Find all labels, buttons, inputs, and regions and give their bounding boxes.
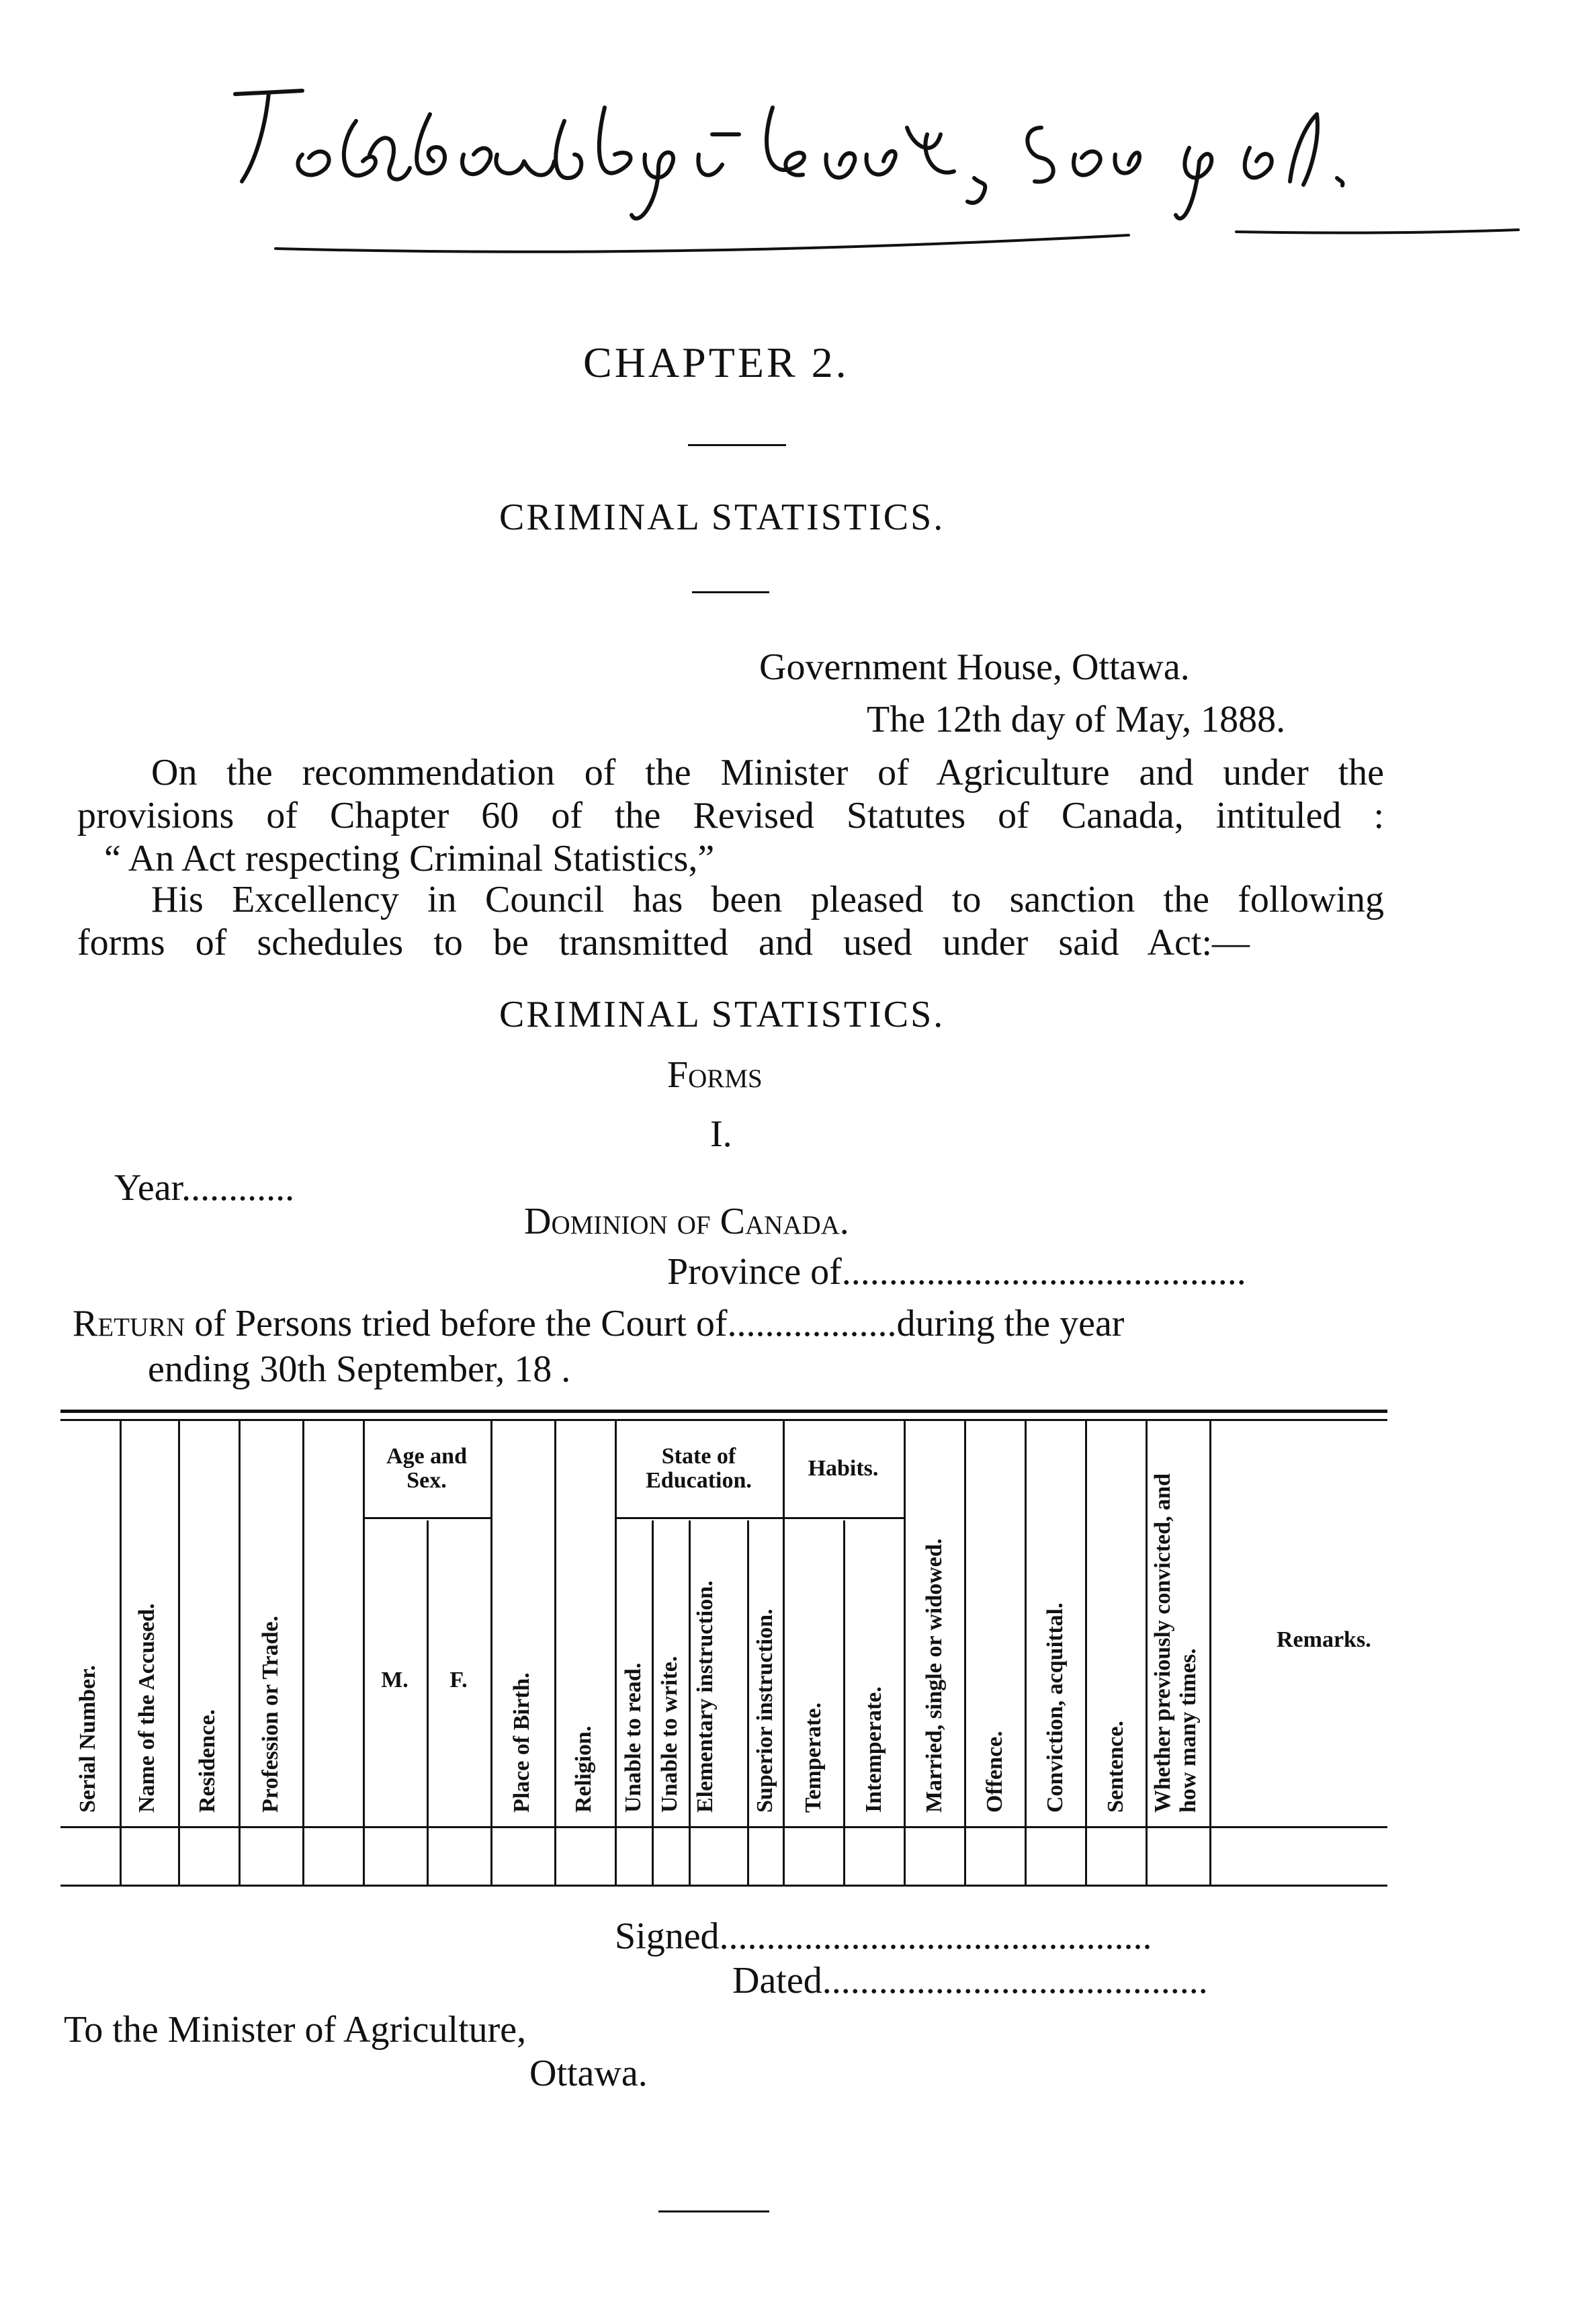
- col-offence: Offence.: [982, 1731, 1007, 1813]
- return-schedule-table: [60, 1410, 1387, 1900]
- paragraph-line: “ An Act respecting Criminal Statistics,”: [104, 838, 715, 879]
- col-elementary-instruction-label: Elementary instruction.: [693, 1580, 718, 1813]
- col-profession: Profession or Trade.: [258, 1615, 283, 1813]
- column-divider: [178, 1421, 180, 1885]
- col-superior-instruction: Superior instruction.: [752, 1608, 777, 1813]
- header-bottom-rule: [60, 1826, 1387, 1828]
- col-female: F.: [449, 1668, 468, 1692]
- column-divider: [615, 1421, 617, 1885]
- table-top-rule: [60, 1410, 1387, 1413]
- chapter-heading: CHAPTER 2.: [583, 339, 849, 386]
- col-elementary-instruction: [693, 1531, 718, 1813]
- column-divider: [783, 1421, 785, 1885]
- column-divider: [964, 1421, 966, 1885]
- column-divider: [689, 1520, 691, 1885]
- column-divider: [843, 1520, 845, 1885]
- group-underline: [615, 1517, 783, 1519]
- signed-field: Signed..............................................: [615, 1916, 1152, 1957]
- forms-label: Forms: [667, 1054, 763, 1096]
- column-divider: [490, 1421, 492, 1885]
- form-number: I.: [710, 1113, 732, 1155]
- column-divider: [363, 1421, 365, 1885]
- col-marital-status: Married, single or widowed.: [922, 1538, 947, 1813]
- column-divider: [554, 1421, 556, 1885]
- col-previous-convictions: [1150, 1430, 1201, 1813]
- col-residence: Residence.: [195, 1709, 220, 1813]
- order-paragraph-2: [77, 878, 1384, 964]
- col-conviction-acquittal: Conviction, acquittal.: [1043, 1602, 1068, 1813]
- return-text: of Persons tried before the Court of..................during the year: [194, 1303, 1125, 1344]
- group-underline: [783, 1517, 904, 1519]
- column-divider: [120, 1421, 122, 1885]
- order-date: The 12th day of May, 1888.: [867, 699, 1286, 740]
- col-intemperate: Intemperate.: [861, 1686, 886, 1813]
- addressee-line-2: Ottawa.: [529, 2053, 648, 2094]
- col-unable-to-write: Unable to write.: [657, 1655, 682, 1813]
- column-divider: [1209, 1421, 1211, 1885]
- col-male: M.: [381, 1668, 408, 1692]
- col-remarks: Remarks.: [1277, 1627, 1371, 1652]
- column-divider: [427, 1520, 429, 1885]
- group-header-education: State of Education.: [646, 1444, 752, 1493]
- group-underline: [363, 1517, 490, 1519]
- table-top-rule: [60, 1419, 1387, 1421]
- paragraph-line: provisions of Chapter 60 of the Revised Statutes of Canada, intituled :: [77, 795, 1384, 836]
- column-divider: [1085, 1421, 1087, 1885]
- forms-heading: CRIMINAL STATISTICS.: [499, 994, 945, 1035]
- column-divider: [1146, 1421, 1148, 1885]
- province-field: Province of...........................................: [667, 1251, 1246, 1293]
- group-header-habits: Habits.: [808, 1456, 879, 1481]
- col-religion: Religion.: [571, 1725, 596, 1813]
- column-divider: [652, 1520, 654, 1885]
- column-divider: [747, 1520, 749, 1885]
- order-paragraph-1: [77, 751, 1384, 880]
- col-temperate: Temperate.: [801, 1703, 826, 1813]
- handwritten-annotation: [202, 54, 1559, 282]
- divider: [688, 444, 786, 446]
- col-serial-number: Serial Number.: [75, 1665, 100, 1813]
- divider: [692, 591, 769, 593]
- paragraph-line: His Excellency in Council has been pleased to sanction the following: [151, 879, 1384, 920]
- column-divider: [904, 1421, 906, 1885]
- paragraph-line: forms of schedules to be transmitted and used under said Act:—: [77, 922, 1250, 963]
- return-line: [73, 1305, 1383, 1342]
- dominion-line: Dominion of Canada.: [524, 1201, 849, 1242]
- return-lead: Return: [73, 1303, 185, 1344]
- col-place-of-birth: Place of Birth.: [509, 1672, 534, 1813]
- col-sentence: Sentence.: [1103, 1721, 1128, 1813]
- paragraph-line: On the recommendation of the Minister of Agriculture and under the: [151, 752, 1384, 793]
- divider: [658, 2210, 769, 2212]
- col-unable-to-read: Unable to read.: [621, 1662, 646, 1813]
- col-previous-convictions-label: Whether previously convicted, and how many times.: [1150, 1473, 1201, 1813]
- group-header-age-sex: Age and Sex.: [386, 1444, 467, 1493]
- col-name-of-accused: Name of the Accused.: [134, 1603, 159, 1813]
- dated-field: Dated.........................................: [732, 1960, 1208, 2002]
- subject-heading: CRIMINAL STATISTICS.: [499, 497, 945, 538]
- column-divider: [302, 1421, 304, 1885]
- column-divider: [239, 1421, 241, 1885]
- return-ending: ending 30th September, 18 .: [148, 1348, 571, 1390]
- table-bottom-rule: [60, 1885, 1387, 1887]
- order-place: Government House, Ottawa.: [759, 646, 1190, 688]
- addressee-line-1: To the Minister of Agriculture,: [64, 2009, 527, 2051]
- column-divider: [1025, 1421, 1027, 1885]
- year-field: Year............: [114, 1167, 295, 1209]
